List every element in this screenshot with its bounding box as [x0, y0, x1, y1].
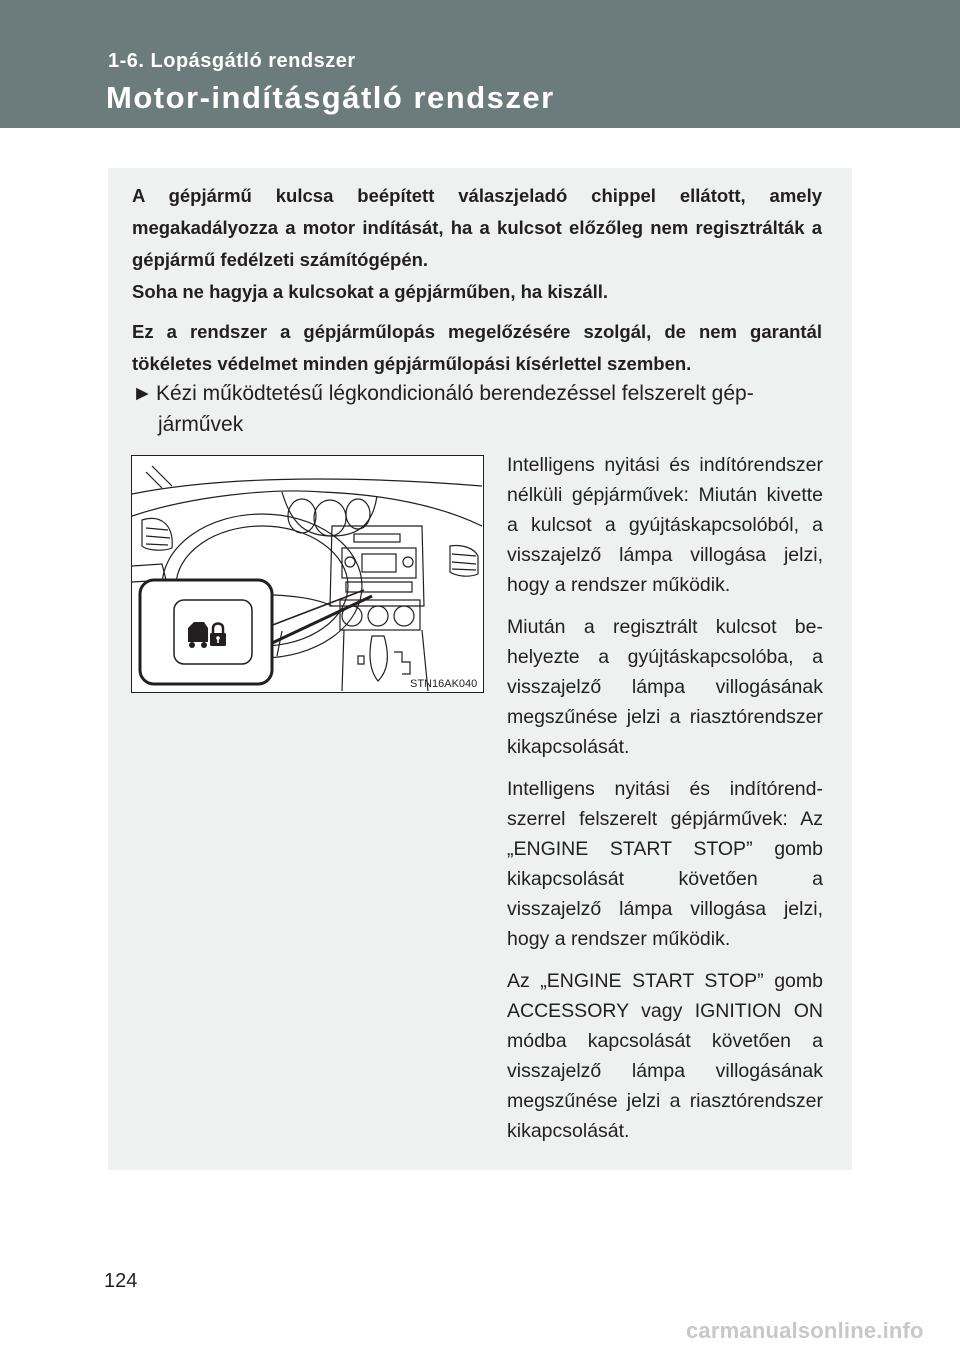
body-paragraph: Az „ENGINE START STOP” gomb ACCESSORY vagy IGNITION ON módba kapcsolását követően a visszajelző lámpa villogásának megszűnése jelzi a riasztórendszer kikapcsolását.	[507, 970, 823, 1142]
triangle-marker-icon: ►	[132, 382, 153, 405]
intro-paragraph: A gépjármű kulcsa beépített válaszjeladó chippel ellátott, amely megakadályozza a motor indítását, ha a kulcsot előzőleg nem regisztrálták a gépjármű fedélzeti számítógépén.	[132, 185, 822, 270]
chapter-header-bar	[0, 0, 960, 128]
warning-paragraph: Soha ne hagyja a kulcsokat a gépjárműben, ha kiszáll.	[132, 281, 609, 302]
watermark: carmanualsonline.info	[686, 1318, 924, 1343]
intro-block	[132, 180, 822, 380]
figure-code: STN16AK040	[410, 678, 478, 690]
page-number: 124	[104, 1270, 138, 1292]
vehicle-variant-heading	[132, 378, 832, 440]
body-paragraph: Intelligens nyitási és indítórendszer nélküli gépjárművek: Miután kivette a kulcsot a gyújtáskapcsolóból, a visszajelző lámpa villogása jelzi, hogy a rendszer működik.	[507, 454, 823, 596]
body-paragraph: Intelligens nyitási és indítórendszerrel felszerelt gépjárművek: Az „ENGINE START STOP” gomb kikapcsolását követően a visszajelző lámpa villogása jelzi, hogy a rendszer működik.	[507, 778, 823, 950]
body-paragraph: Miután a regisztrált kulcsot behelyezte a gyújtáskapcsolóba, a visszajelző lámpa villogásának megszűnése jelzi a riasztórendszer kikapcsolását.	[507, 616, 823, 758]
intro-paragraph: Ez a rendszer a gépjárműlopás megelőzésére szolgál, de nem garantál tökéletes védelmet minden gépjárműlopási kísérlettel szemben.	[132, 321, 822, 374]
subhead-line: Kézi működtetésű légkondicionáló berendezéssel felszerelt gép-	[156, 382, 754, 405]
section-heading: 1-6. Lopásgátló rendszer	[108, 50, 356, 72]
body-text-column	[507, 450, 823, 1158]
dashboard-drawing	[132, 456, 482, 691]
dashboard-illustration	[131, 455, 484, 693]
page-title: Motor-indításgátló rendszer	[106, 80, 555, 115]
subhead-line: járművek	[158, 413, 244, 436]
